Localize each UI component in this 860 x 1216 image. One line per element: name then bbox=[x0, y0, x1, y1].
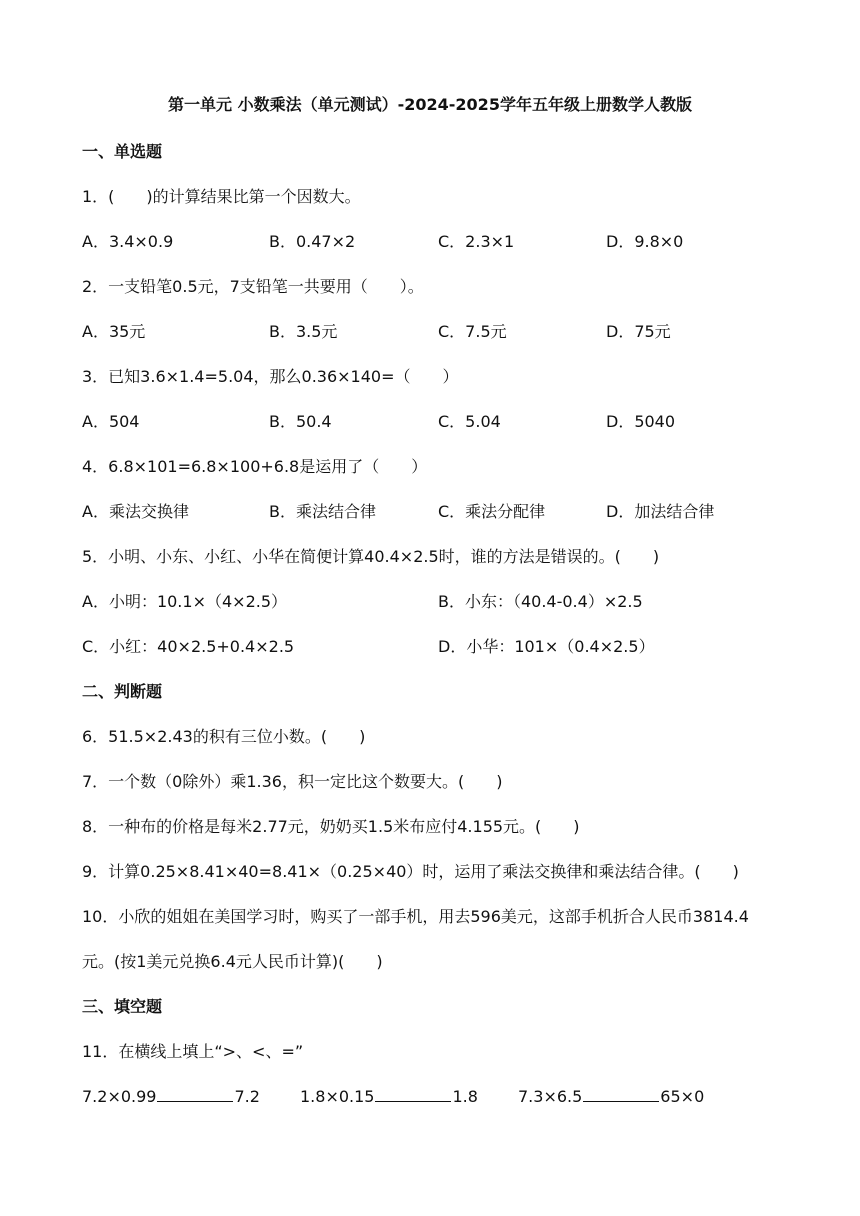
section-heading-true-false: 二、判断题 bbox=[82, 682, 163, 701]
question-5-option-a: A．小明：10.1×（4×2.5） bbox=[82, 592, 288, 611]
question-4-option-d: D．加法结合律 bbox=[606, 502, 715, 521]
question-5-option-d: D．小华：101×（0.4×2.5） bbox=[438, 637, 655, 656]
expression-3-right: 65×0 bbox=[660, 1087, 705, 1106]
question-3-stem: 3．已知3.6×1.4=5.04，那么0.36×140=（ ） bbox=[82, 367, 459, 386]
page-title: 第一单元 小数乘法（单元测试）-2024-2025学年五年级上册数学人教版 bbox=[168, 95, 692, 114]
question-10-line-2: 元。(按1美元兑换6.4元人民币计算)( ) bbox=[82, 952, 383, 971]
question-5-option-c: C．小红：40×2.5+0.4×2.5 bbox=[82, 637, 295, 656]
question-11-stem: 11．在横线上填上“>、<、=” bbox=[82, 1042, 304, 1061]
expression-2-right: 1.8 bbox=[452, 1087, 478, 1106]
question-3-option-c: C．5.04 bbox=[438, 412, 501, 431]
answer-blank-3[interactable] bbox=[583, 1086, 659, 1102]
question-10-line-1: 10．小欣的姐姐在美国学习时，购买了一部手机，用去596美元，这部手机折合人民币3814.4 bbox=[82, 907, 749, 926]
expression-2-left: 1.8×0.15 bbox=[300, 1087, 375, 1106]
question-1-option-b: B．0.47×2 bbox=[269, 232, 356, 251]
question-3-option-b: B．50.4 bbox=[269, 412, 332, 431]
question-6: 6．51.5×2.43的积有三位小数。( ) bbox=[82, 727, 366, 746]
question-4-option-b: B．乘法结合律 bbox=[269, 502, 376, 521]
question-3-option-a: A．504 bbox=[82, 412, 140, 431]
question-1-stem: 1．( )的计算结果比第一个因数大。 bbox=[82, 187, 361, 206]
expression-1-left: 7.2×0.99 bbox=[82, 1087, 157, 1106]
question-1-option-d: D．9.8×0 bbox=[606, 232, 684, 251]
question-9: 9．计算0.25×8.41×40=8.41×（0.25×40）时，运用了乘法交换律和乘法结合律。( ) bbox=[82, 862, 739, 881]
question-1-option-c: C．2.3×1 bbox=[438, 232, 515, 251]
question-3-option-d: D．5040 bbox=[606, 412, 676, 431]
expression-1-right: 7.2 bbox=[234, 1087, 260, 1106]
question-5-stem: 5．小明、小东、小红、小华在简便计算40.4×2.5时，谁的方法是错误的。( ) bbox=[82, 547, 660, 566]
question-4-option-a: A．乘法交换律 bbox=[82, 502, 189, 521]
question-4-option-c: C．乘法分配律 bbox=[438, 502, 546, 521]
question-11-expression-1 bbox=[82, 1086, 260, 1108]
question-8: 8．一种布的价格是每米2.77元，奶奶买1.5米布应付4.155元。( ) bbox=[82, 817, 580, 836]
section-heading-single-choice: 一、单选题 bbox=[82, 142, 163, 161]
question-2-option-d: D．75元 bbox=[606, 322, 671, 341]
question-2-stem: 2．一支铅笔0.5元，7支铅笔一共要用（ ）。 bbox=[82, 277, 424, 296]
question-2-option-a: A．35元 bbox=[82, 322, 146, 341]
question-1-option-a: A．3.4×0.9 bbox=[82, 232, 174, 251]
answer-blank-2[interactable] bbox=[375, 1086, 451, 1102]
expression-3-left: 7.3×6.5 bbox=[518, 1087, 583, 1106]
question-7: 7．一个数（0除外）乘1.36，积一定比这个数要大。( ) bbox=[82, 772, 503, 791]
answer-blank-1[interactable] bbox=[157, 1086, 233, 1102]
section-heading-fill-blank: 三、填空题 bbox=[82, 997, 163, 1016]
question-11-expression-3 bbox=[518, 1086, 704, 1108]
question-4-stem: 4．6.8×101=6.8×100+6.8是运用了（ ） bbox=[82, 457, 428, 476]
question-5-option-b: B．小东：（40.4-0.4）×2.5 bbox=[438, 592, 643, 611]
question-2-option-b: B．3.5元 bbox=[269, 322, 338, 341]
question-11-expression-2 bbox=[300, 1086, 478, 1108]
question-2-option-c: C．7.5元 bbox=[438, 322, 507, 341]
